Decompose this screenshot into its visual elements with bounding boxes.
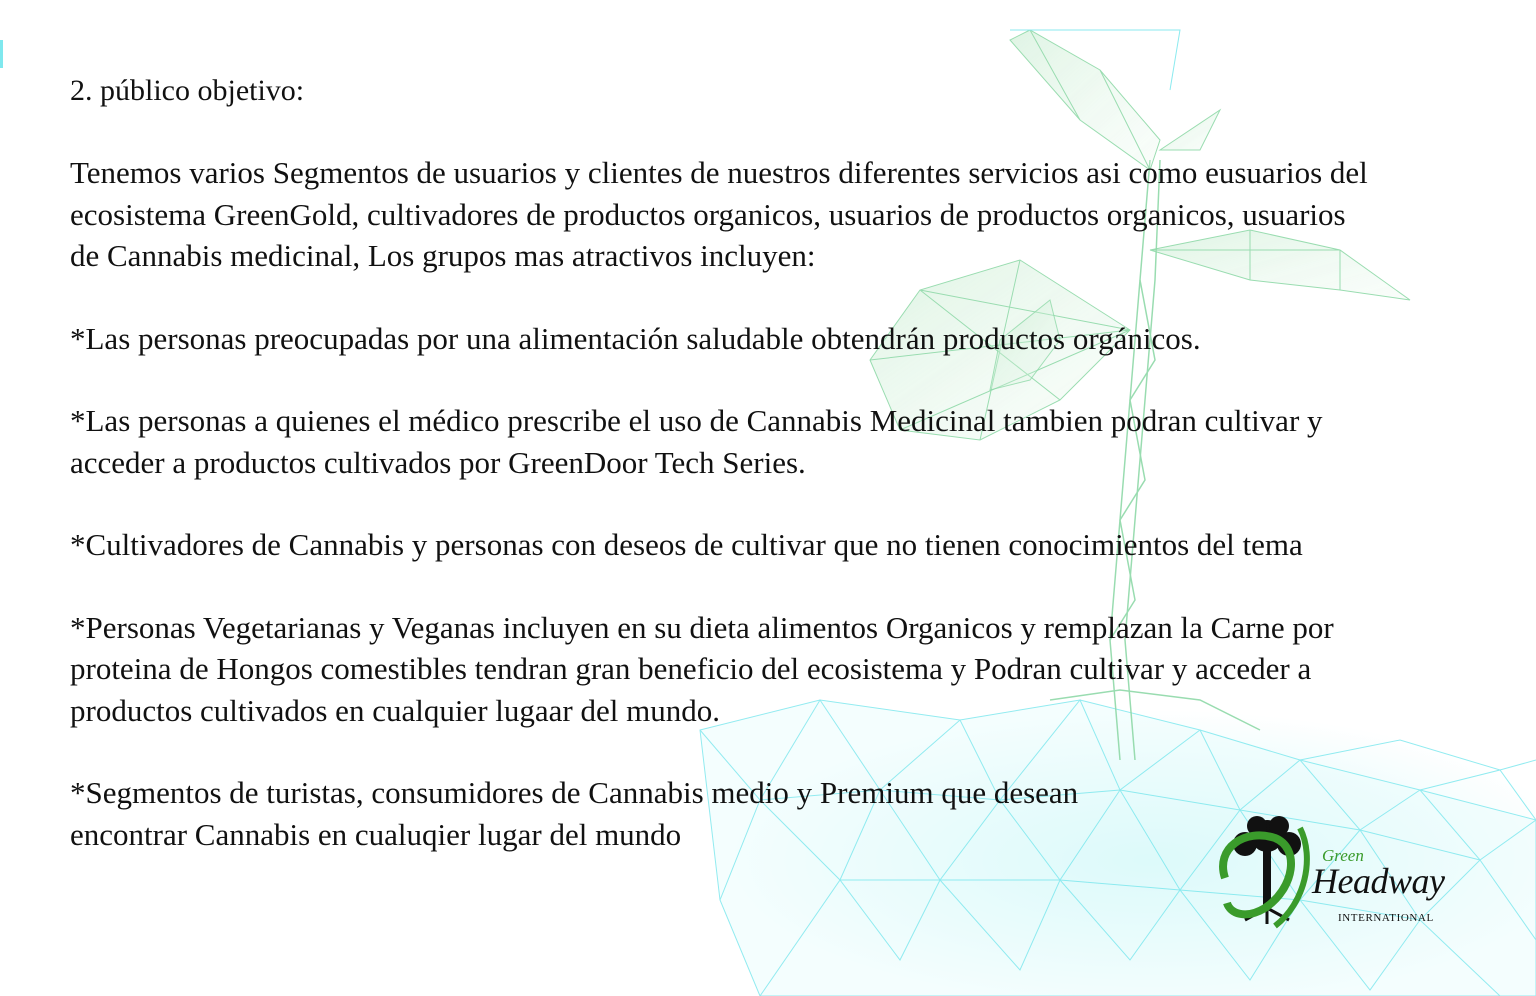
paragraph-healthy-food: *Las personas preocupadas por una alimentación saludable obtendrán productos orgánicos. (70, 320, 1201, 356)
logo-word-green: Green (1322, 846, 1364, 865)
paragraph-medical-cannabis: *Las personas a quienes el médico prescribe el uso de Cannabis Medicinal tambien podran cultivar y acceder a productos cultivados por GreenDoor Tech Series. (70, 403, 1323, 480)
paragraph-growers: *Cultivadores de Cannabis y personas con deseos de cultivar que no tienen conocimientos del tema (70, 527, 1303, 562)
corner-mark (0, 40, 3, 68)
logo-word-international: INTERNATIONAL (1338, 912, 1434, 924)
paragraph-intro: Tenemos varios Segmentos de usuarios y clientes de nuestros diferentes servicios asi como eusuarios del ecosistema GreenGold, cultivadores de productos organicos, usuarios de productos organicos, usuarios de Cannabis medicinal, Los grupos mas atractivos incluyen: (70, 155, 1368, 273)
paragraph-tourists: *Segmentos de turistas, consumidores de Cannabis medio y Premium que desean encontrar Cannabis en cualuqier lugar del mundo (70, 775, 1079, 852)
section-heading: 2. público objetivo: (70, 74, 305, 107)
document-body (70, 70, 1410, 896)
logo-word-headway: Headway (1312, 861, 1445, 901)
paragraph-vegetarians: *Personas Vegetarianas y Veganas incluyen en su dieta alimentos Organicos y remplazan la Carne por proteina de Hongos comestibles tendran gran beneficio del ecosistema y Podran cultivar y acceder a productos cultivados en cualquier lugaar del mundo. (70, 609, 1334, 728)
